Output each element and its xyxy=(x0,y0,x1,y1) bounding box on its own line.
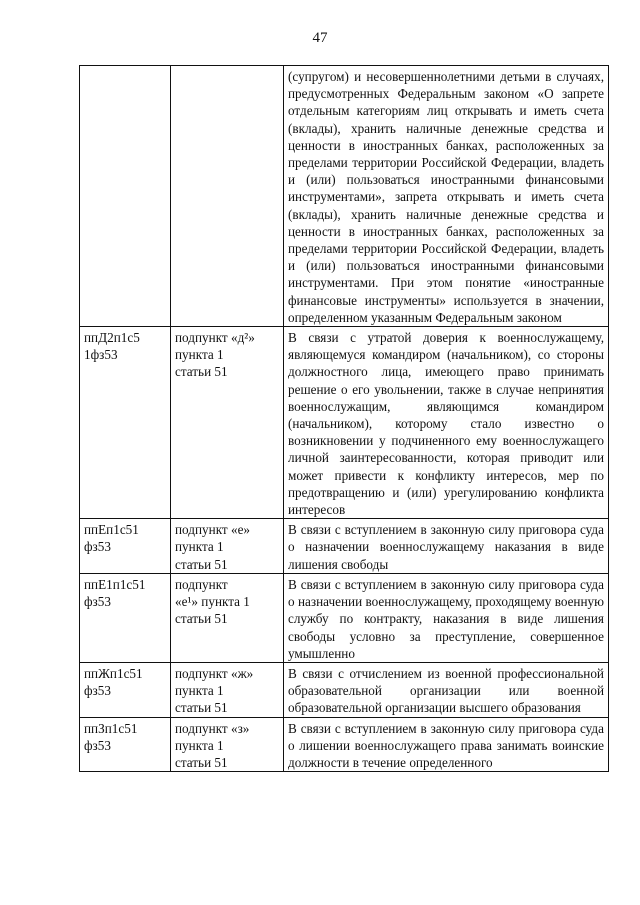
table-row xyxy=(80,519,609,574)
code-text: ппЗп1с51 фз53 xyxy=(84,720,138,753)
reference-text: подпункт «ж» пункта 1 статьи 51 xyxy=(175,665,254,716)
description-text: В связи с вступлением в законную силу приговора суда о назначении военнослужащему наказания в виде лишения свободы xyxy=(288,522,604,572)
reference-text: подпункт «е» пункта 1 статьи 51 xyxy=(175,522,251,572)
description-text: В связи с отчислением из военной профессиональной образовательной организации или военной образовательной организации высшего образования xyxy=(288,665,604,716)
code-cell xyxy=(80,717,171,772)
code-text: ппЕ1п1с51 фз53 xyxy=(84,576,146,610)
reference-text: подпункт «д²» пункта 1 статьи 51 xyxy=(175,330,255,380)
reference-text: подпункт «з» пункта 1 статьи 51 xyxy=(175,720,250,770)
reference-cell xyxy=(171,327,284,519)
page-number: 47 xyxy=(312,30,328,46)
description-cell xyxy=(284,662,609,717)
code-cell xyxy=(80,66,171,327)
code-text: ппЖп1с51 фз53 xyxy=(84,665,143,699)
description-cell xyxy=(284,519,609,574)
description-cell xyxy=(284,66,609,327)
table-row xyxy=(80,66,609,327)
description-cell xyxy=(284,717,609,772)
code-cell xyxy=(80,327,171,519)
code-text: ппД2п1с5 1фз53 xyxy=(84,330,140,363)
table-row xyxy=(80,662,609,717)
table-row xyxy=(80,327,609,519)
reference-text: подпункт «е¹» пункта 1 статьи 51 xyxy=(175,576,250,627)
code-cell xyxy=(80,573,171,662)
table-row xyxy=(80,573,609,662)
code-cell xyxy=(80,662,171,717)
reference-cell xyxy=(171,66,284,327)
reference-cell xyxy=(171,573,284,662)
description-cell xyxy=(284,327,609,519)
description-text: В связи с вступлением в законную силу приговора суда о назначении военнослужащему, проходящему военную службу по контракту, наказания в виде лишения свободы условно за преступление, совершенное умышленно xyxy=(288,576,604,661)
description-text: (супругом) и несовершеннолетними детьми в случаях, предусмотренных Федеральным законом «О запрете отдельным категориям лиц открывать и иметь счета (вклады), хранить наличные денежные средства и ценности в иностранных банках, расположенных за пределами территории Российской Федерации, владеть и (или) пользоваться иностранными финансовыми инструментами», запрета открывать и иметь счета (вклады), хранить наличные денежные средства и ценности в иностранных банках, расположенных за пределами территории Российской Федерации, владеть и (или) пользоваться иностранными финансовыми инструментами. При этом понятие «иностранные финансовые инструменты» используется в значении, определенном указанным Федеральным законом xyxy=(288,69,604,325)
document-table xyxy=(79,65,609,772)
table-row xyxy=(80,717,609,772)
description-text: В связи с утратой доверия к военнослужащему, являющемуся командиром (начальником), со стороны должностного лица, имеющего право принимать решение о его увольнении, также в случае непринятия военнослужащим, являющимся командиром (начальником), которому стало известно о возникновении у подчиненного ему военнослужащего личной заинтересованности, которая приводит или может привести к конфликту интересов, мер по предотвращению и (или) урегулированию конфликта интересов xyxy=(288,330,604,518)
reference-cell xyxy=(171,519,284,574)
code-cell xyxy=(80,519,171,574)
description-text: В связи с вступлением в законную силу приговора суда о лишении военнослужащего права занимать воинские должности в течение определенного xyxy=(288,720,604,770)
code-text: ппЕп1с51 фз53 xyxy=(84,522,139,555)
description-cell xyxy=(284,573,609,662)
reference-cell xyxy=(171,717,284,772)
reference-cell xyxy=(171,662,284,717)
